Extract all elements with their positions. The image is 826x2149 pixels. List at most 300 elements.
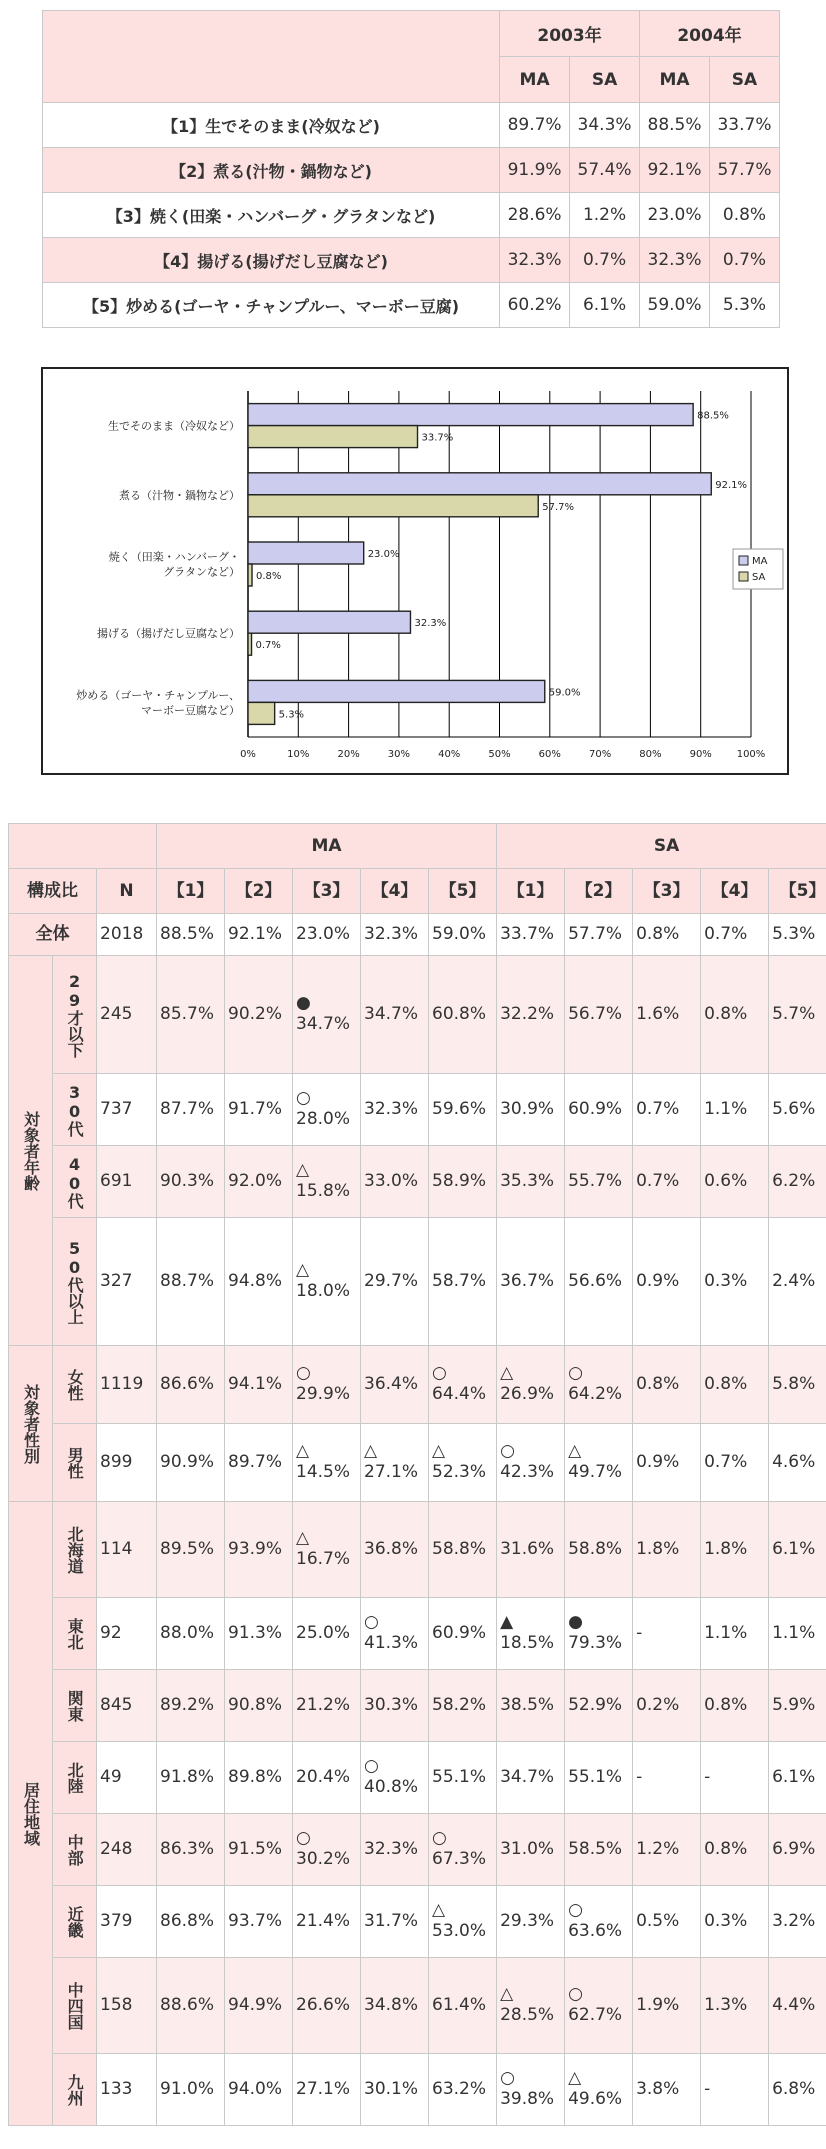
- significance-mark: △: [364, 1440, 378, 1461]
- x-tick-label: 60%: [538, 749, 561, 760]
- value-cell: 0.9%: [633, 1218, 701, 1346]
- value-cell: [565, 1424, 633, 1502]
- significance-mark: ○: [500, 1440, 515, 1461]
- data-row: [9, 1670, 826, 1742]
- value-cell: 1.8%: [633, 1502, 701, 1598]
- value-cell: 30.1%: [361, 2054, 429, 2126]
- subheader-sa: SA: [710, 57, 780, 103]
- value-text: 53.0%: [432, 1921, 487, 1942]
- significance-mark: ○: [432, 1827, 447, 1848]
- subheader-ma: MA: [500, 57, 570, 103]
- total-cell: 92.1%: [225, 914, 293, 956]
- total-cell: 57.7%: [565, 914, 633, 956]
- value-text: 29.9%: [296, 1384, 351, 1405]
- bar-sa: [248, 564, 252, 586]
- summary-row-label: 【1】生でそのまま(冷奴など): [43, 103, 500, 148]
- data-row: [9, 1958, 826, 2054]
- value-text: 64.2%: [568, 1384, 623, 1405]
- value-cell: 6.8%: [769, 2054, 826, 2126]
- value-cell: 89.7%: [225, 1424, 293, 1502]
- value-cell: [429, 1424, 497, 1502]
- total-cell: 33.7%: [497, 914, 565, 956]
- value-cell: 91.0%: [157, 2054, 225, 2126]
- value-cell: 20.4%: [293, 1742, 361, 1814]
- value-cell: 21.2%: [293, 1670, 361, 1742]
- data-row: [9, 2054, 826, 2126]
- value-cell: 55.1%: [429, 1742, 497, 1814]
- significance-mark: △: [296, 1259, 310, 1280]
- summary-value-cell: 88.5%: [640, 103, 710, 148]
- value-cell: 1.2%: [633, 1814, 701, 1886]
- total-cell: 32.3%: [361, 914, 429, 956]
- value-cell: 58.2%: [429, 1670, 497, 1742]
- value-cell: 32.3%: [361, 1074, 429, 1146]
- value-cell: [565, 2054, 633, 2126]
- bar-chart: [41, 367, 789, 775]
- legend-swatch-sa: [739, 572, 748, 581]
- value-cell: 87.7%: [157, 1074, 225, 1146]
- value-text: 42.3%: [500, 1462, 555, 1483]
- x-tick-label: 90%: [689, 749, 712, 760]
- value-cell: 88.0%: [157, 1598, 225, 1670]
- value-cell: 36.4%: [361, 1346, 429, 1424]
- row-label: 中部: [53, 1814, 97, 1886]
- value-cell: 1.1%: [701, 1074, 769, 1146]
- value-text: 26.9%: [500, 1384, 555, 1405]
- n-cell: 845: [97, 1670, 157, 1742]
- bar-ma: [248, 680, 545, 702]
- value-cell: [293, 1502, 361, 1598]
- value-cell: [293, 1424, 361, 1502]
- column-header: 【3】: [633, 869, 701, 914]
- value-cell: 88.7%: [157, 1218, 225, 1346]
- detail-table-body: [9, 824, 826, 2126]
- data-row: [9, 956, 826, 1074]
- value-cell: 34.7%: [361, 956, 429, 1074]
- column-header-row: [9, 869, 826, 914]
- value-text: 16.7%: [296, 1549, 351, 1570]
- value-cell: 32.3%: [361, 1814, 429, 1886]
- value-cell: 31.0%: [497, 1814, 565, 1886]
- significance-mark: △: [296, 1159, 310, 1180]
- n-cell: 248: [97, 1814, 157, 1886]
- group-label: 居住地域: [9, 1502, 53, 2126]
- value-cell: [293, 1346, 361, 1424]
- n-header: N: [97, 869, 157, 914]
- group-label: 対象者性別: [9, 1346, 53, 1502]
- value-cell: [361, 1598, 429, 1670]
- value-cell: 26.6%: [293, 1958, 361, 2054]
- corner-cell: [9, 824, 157, 869]
- value-cell: 86.8%: [157, 1886, 225, 1958]
- data-label: 32.3%: [414, 618, 447, 630]
- column-header: 【1】: [497, 869, 565, 914]
- data-label: 59.0%: [548, 687, 581, 699]
- value-cell: [565, 1886, 633, 1958]
- summary-value-cell: 28.6%: [500, 193, 570, 238]
- category-label: マーボー豆腐など）: [141, 703, 240, 717]
- value-cell: 5.8%: [769, 1346, 826, 1424]
- value-text: 18.0%: [296, 1281, 351, 1302]
- legend-label: MA: [752, 556, 768, 567]
- x-tick-label: 50%: [488, 749, 511, 760]
- category-label: 煮る（汁物・鍋物など）: [119, 488, 240, 502]
- n-cell: 92: [97, 1598, 157, 1670]
- data-label: 0.7%: [255, 640, 281, 652]
- data-label: 5.3%: [278, 709, 305, 721]
- value-cell: [565, 1346, 633, 1424]
- bar-sa: [248, 702, 275, 724]
- summary-value-cell: 0.7%: [570, 238, 640, 283]
- summary-value-cell: 1.2%: [570, 193, 640, 238]
- value-cell: 90.8%: [225, 1670, 293, 1742]
- value-cell: 0.3%: [701, 1218, 769, 1346]
- value-cell: 88.6%: [157, 1958, 225, 2054]
- value-text: 34.7%: [296, 1014, 351, 1035]
- significance-mark: △: [432, 1899, 446, 1920]
- summary-value-cell: 59.0%: [640, 283, 710, 328]
- detail-table: [8, 823, 826, 2126]
- significance-mark: △: [500, 1362, 514, 1383]
- significance-mark: △: [568, 2067, 582, 2088]
- summary-value-cell: 34.3%: [570, 103, 640, 148]
- value-cell: [497, 1598, 565, 1670]
- n-cell: 49: [97, 1742, 157, 1814]
- row-label: 40代: [53, 1146, 97, 1218]
- value-cell: 90.2%: [225, 956, 293, 1074]
- value-cell: 32.2%: [497, 956, 565, 1074]
- column-header: 【4】: [701, 869, 769, 914]
- value-cell: 38.5%: [497, 1670, 565, 1742]
- value-text: 40.8%: [364, 1777, 419, 1798]
- summary-table: [42, 10, 780, 328]
- value-cell: 94.9%: [225, 1958, 293, 2054]
- summary-value-cell: 32.3%: [500, 238, 570, 283]
- value-cell: 63.2%: [429, 2054, 497, 2126]
- value-cell: 33.0%: [361, 1146, 429, 1218]
- category-label: 焼く（田楽・ハンバーグ・: [108, 550, 240, 564]
- data-row: [9, 1074, 826, 1146]
- column-header: 【2】: [225, 869, 293, 914]
- bar-ma: [248, 611, 410, 633]
- value-cell: 93.9%: [225, 1502, 293, 1598]
- value-cell: 0.8%: [701, 956, 769, 1074]
- n-cell: 327: [97, 1218, 157, 1346]
- value-cell: 91.3%: [225, 1598, 293, 1670]
- value-cell: 0.8%: [633, 1346, 701, 1424]
- value-text: 28.0%: [296, 1109, 351, 1130]
- data-row: [9, 1424, 826, 1502]
- summary-row: [43, 283, 780, 328]
- value-cell: [497, 1958, 565, 2054]
- n-cell: 1119: [97, 1346, 157, 1424]
- value-cell: 0.6%: [701, 1146, 769, 1218]
- value-text: 49.6%: [568, 2089, 623, 2110]
- value-cell: 91.7%: [225, 1074, 293, 1146]
- value-cell: [293, 1074, 361, 1146]
- value-cell: 4.6%: [769, 1424, 826, 1502]
- category-label: 炒める（ゴーヤ・チャンプルー、: [76, 688, 240, 702]
- row-label: 中四国: [53, 1958, 97, 2054]
- n-cell: 133: [97, 2054, 157, 2126]
- value-text: 14.5%: [296, 1462, 351, 1483]
- value-cell: 60.9%: [429, 1598, 497, 1670]
- summary-header-row: [43, 11, 780, 57]
- n-cell: 158: [97, 1958, 157, 2054]
- value-cell: 5.6%: [769, 1074, 826, 1146]
- value-cell: 52.9%: [565, 1670, 633, 1742]
- value-cell: 89.8%: [225, 1742, 293, 1814]
- value-cell: 30.9%: [497, 1074, 565, 1146]
- value-cell: 1.9%: [633, 1958, 701, 2054]
- value-text: 18.5%: [500, 1633, 555, 1654]
- subheader-sa: SA: [570, 57, 640, 103]
- value-cell: [293, 1814, 361, 1886]
- significance-mark: △: [296, 1440, 310, 1461]
- significance-mark: ▲: [500, 1611, 514, 1632]
- n-cell: 245: [97, 956, 157, 1074]
- value-cell: 92.0%: [225, 1146, 293, 1218]
- value-cell: 86.6%: [157, 1346, 225, 1424]
- bar-sa: [248, 426, 418, 448]
- n-cell: 737: [97, 1074, 157, 1146]
- value-cell: [361, 1742, 429, 1814]
- value-cell: 56.7%: [565, 956, 633, 1074]
- total-cell: 23.0%: [293, 914, 361, 956]
- value-cell: [293, 1218, 361, 1346]
- data-row: [9, 1742, 826, 1814]
- data-label: 23.0%: [367, 549, 400, 560]
- value-cell: [497, 1346, 565, 1424]
- value-cell: 6.9%: [769, 1814, 826, 1886]
- value-cell: 0.9%: [633, 1424, 701, 1502]
- summary-row-label: 【2】煮る(汁物・鍋物など): [43, 148, 500, 193]
- significance-mark: ○: [568, 1899, 583, 1920]
- value-cell: -: [701, 2054, 769, 2126]
- value-cell: 56.6%: [565, 1218, 633, 1346]
- value-cell: 1.6%: [633, 956, 701, 1074]
- value-cell: 29.3%: [497, 1886, 565, 1958]
- value-text: 79.3%: [568, 1633, 623, 1654]
- x-tick-label: 10%: [287, 749, 310, 760]
- row-label: 近畿: [53, 1886, 97, 1958]
- bar-sa: [248, 495, 538, 517]
- data-row: [9, 1814, 826, 1886]
- summary-table-body: [43, 103, 780, 328]
- significance-mark: △: [432, 1440, 446, 1461]
- n-cell: 899: [97, 1424, 157, 1502]
- significance-mark: ○: [296, 1827, 311, 1848]
- data-label: 88.5%: [697, 410, 729, 422]
- value-cell: -: [701, 1742, 769, 1814]
- value-cell: 21.4%: [293, 1886, 361, 1958]
- total-label: 全体: [9, 914, 97, 956]
- value-cell: 29.7%: [361, 1218, 429, 1346]
- legend-label: SA: [752, 572, 766, 583]
- value-cell: 93.7%: [225, 1886, 293, 1958]
- data-label: 0.8%: [256, 571, 282, 582]
- summary-value-cell: 33.7%: [710, 103, 780, 148]
- summary-row: [43, 193, 780, 238]
- data-row: [9, 1146, 826, 1218]
- value-cell: 5.7%: [769, 956, 826, 1074]
- value-cell: 31.7%: [361, 1886, 429, 1958]
- data-row: [9, 1502, 826, 1598]
- value-cell: 91.5%: [225, 1814, 293, 1886]
- value-cell: 58.8%: [429, 1502, 497, 1598]
- year-header-2004: 2004年: [640, 11, 780, 57]
- value-cell: 0.7%: [701, 1424, 769, 1502]
- bar-ma: [248, 542, 364, 564]
- column-header: 【5】: [429, 869, 497, 914]
- value-cell: 1.1%: [701, 1598, 769, 1670]
- value-cell: 31.6%: [497, 1502, 565, 1598]
- summary-value-cell: 60.2%: [500, 283, 570, 328]
- value-text: 27.1%: [364, 1462, 419, 1483]
- value-cell: 55.1%: [565, 1742, 633, 1814]
- value-text: 28.5%: [500, 2005, 555, 2026]
- value-cell: 0.8%: [701, 1814, 769, 1886]
- value-cell: 1.1%: [769, 1598, 826, 1670]
- significance-mark: ●: [296, 992, 311, 1013]
- summary-value-cell: 57.4%: [570, 148, 640, 193]
- value-cell: 94.1%: [225, 1346, 293, 1424]
- value-cell: 85.7%: [157, 956, 225, 1074]
- value-cell: -: [633, 1742, 701, 1814]
- summary-value-cell: 89.7%: [500, 103, 570, 148]
- value-cell: [293, 956, 361, 1074]
- value-cell: 0.8%: [701, 1670, 769, 1742]
- legend-box: [733, 549, 783, 589]
- row-label: 東北: [53, 1598, 97, 1670]
- summary-value-cell: 57.7%: [710, 148, 780, 193]
- significance-mark: ○: [568, 1362, 583, 1383]
- total-cell: 88.5%: [157, 914, 225, 956]
- data-row: [9, 1218, 826, 1346]
- group-header-row: [9, 824, 826, 869]
- bar-ma: [248, 404, 693, 426]
- summary-corner-cell: [43, 11, 500, 103]
- value-cell: 5.9%: [769, 1670, 826, 1742]
- value-cell: 90.9%: [157, 1424, 225, 1502]
- value-cell: 59.6%: [429, 1074, 497, 1146]
- subheader-ma: MA: [640, 57, 710, 103]
- row-label: 50代以上: [53, 1218, 97, 1346]
- x-tick-label: 20%: [337, 749, 360, 760]
- value-cell: 34.8%: [361, 1958, 429, 2054]
- significance-mark: ○: [500, 2067, 515, 2088]
- value-text: 41.3%: [364, 1633, 419, 1654]
- value-cell: 35.3%: [497, 1146, 565, 1218]
- value-cell: 58.8%: [565, 1502, 633, 1598]
- x-tick-label: 40%: [438, 749, 461, 760]
- significance-mark: ○: [568, 1983, 583, 2004]
- summary-value-cell: 32.3%: [640, 238, 710, 283]
- value-cell: 0.8%: [701, 1346, 769, 1424]
- value-cell: 94.0%: [225, 2054, 293, 2126]
- total-cell: 59.0%: [429, 914, 497, 956]
- column-header: 【5】: [769, 869, 826, 914]
- value-cell: -: [633, 1598, 701, 1670]
- value-cell: 58.5%: [565, 1814, 633, 1886]
- value-cell: 58.7%: [429, 1218, 497, 1346]
- summary-value-cell: 0.8%: [710, 193, 780, 238]
- value-cell: 58.9%: [429, 1146, 497, 1218]
- row-label: 女性: [53, 1346, 97, 1424]
- value-text: 62.7%: [568, 2005, 623, 2026]
- value-cell: [429, 1346, 497, 1424]
- value-cell: 61.4%: [429, 1958, 497, 2054]
- group-header-ma: MA: [157, 824, 497, 869]
- value-cell: 36.8%: [361, 1502, 429, 1598]
- summary-row: [43, 148, 780, 193]
- group-header-sa: SA: [497, 824, 826, 869]
- x-tick-label: 80%: [639, 749, 662, 760]
- summary-value-cell: 23.0%: [640, 193, 710, 238]
- value-cell: 6.1%: [769, 1742, 826, 1814]
- value-cell: 0.5%: [633, 1886, 701, 1958]
- x-tick-label: 100%: [736, 749, 766, 760]
- value-cell: 1.3%: [701, 1958, 769, 2054]
- value-text: 15.8%: [296, 1181, 351, 1202]
- value-text: 39.8%: [500, 2089, 555, 2110]
- total-cell: 0.7%: [701, 914, 769, 956]
- value-cell: 6.2%: [769, 1146, 826, 1218]
- total-cell: 5.3%: [769, 914, 826, 956]
- value-cell: 36.7%: [497, 1218, 565, 1346]
- summary-row: [43, 103, 780, 148]
- data-row: [9, 1598, 826, 1670]
- value-cell: 94.8%: [225, 1218, 293, 1346]
- row-label: 29才以下: [53, 956, 97, 1074]
- significance-mark: △: [296, 1527, 310, 1548]
- significance-mark: ●: [568, 1611, 583, 1632]
- summary-value-cell: 92.1%: [640, 148, 710, 193]
- value-text: 64.4%: [432, 1384, 487, 1405]
- column-header: 【4】: [361, 869, 429, 914]
- summary-value-cell: 5.3%: [710, 283, 780, 328]
- significance-mark: △: [568, 1440, 582, 1461]
- bar-chart-svg: [43, 369, 787, 773]
- data-row: [9, 1886, 826, 1958]
- value-cell: 6.1%: [769, 1502, 826, 1598]
- value-cell: 3.8%: [633, 2054, 701, 2126]
- value-cell: 0.7%: [633, 1074, 701, 1146]
- row-label: 30代: [53, 1074, 97, 1146]
- value-cell: 89.2%: [157, 1670, 225, 1742]
- value-cell: 0.2%: [633, 1670, 701, 1742]
- value-cell: [565, 1958, 633, 2054]
- significance-mark: ○: [364, 1755, 379, 1776]
- value-cell: 3.2%: [769, 1886, 826, 1958]
- value-cell: 2.4%: [769, 1218, 826, 1346]
- value-cell: 4.4%: [769, 1958, 826, 2054]
- value-cell: [361, 1424, 429, 1502]
- row-label: 北陸: [53, 1742, 97, 1814]
- x-tick-label: 30%: [387, 749, 411, 760]
- summary-value-cell: 0.7%: [710, 238, 780, 283]
- significance-mark: △: [500, 1983, 514, 2004]
- n-cell: 379: [97, 1886, 157, 1958]
- significance-mark: ○: [296, 1087, 311, 1108]
- year-header-2003: 2003年: [500, 11, 640, 57]
- value-cell: 1.8%: [701, 1502, 769, 1598]
- value-cell: [565, 1598, 633, 1670]
- value-cell: 0.3%: [701, 1886, 769, 1958]
- data-label: 92.1%: [715, 479, 748, 491]
- data-label: 33.7%: [421, 432, 454, 444]
- row-label: 北海道: [53, 1502, 97, 1598]
